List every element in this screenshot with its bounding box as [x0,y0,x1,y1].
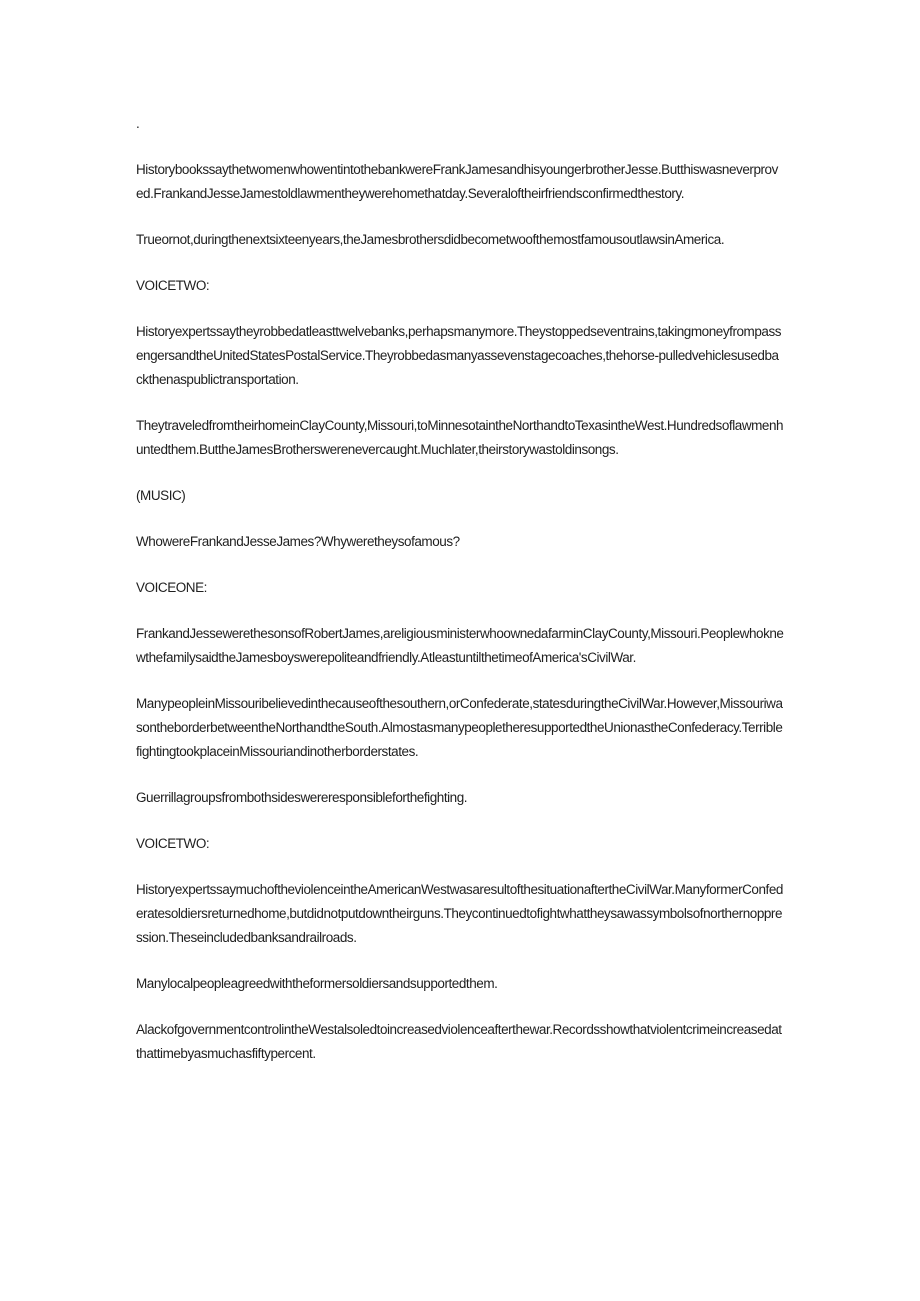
paragraph-intro-history-books: HistorybookssaythetwomenwhowentintothebankwereFrankJamesandhisyoungerbrotherJesse.Butthiswasneverproved.FrankandJesseJamestoldlawmentheywerehomethatday.Severaloftheirfriendsconfirmedthestory. [136,162,778,201]
paragraph-local-support: Manylocalpeopleagreedwiththeformersoldiersandsupportedthem. [136,976,498,991]
speaker-label-voice-one: VOICEONE: [136,580,207,595]
paragraph-true-or-not: Trueornot,duringthenextsixteenyears,theJamesbrothersdidbecometwoofthemostfamousoutlawsinAmerica. [136,232,725,247]
paragraph-robberies: Historyexpertssaytheyrobbedatleasttwelvebanks,perhapsmanymore.Theystoppedseventrains,takingmoneyfrompassengersandtheUnitedStatesPostalService.Theyrobbedasmanyassevenstagecoaches,thehorse-pulledvehiclesusedbackthenaspublictransportation. [136,324,782,387]
music-cue: (MUSIC) [136,488,186,503]
paragraph-lack-of-control: AlackofgovernmentcontrolintheWestalsoledtoincreasedviolenceafterthewar.Recordsshowthatviolentcrimeincreasedatthattimebyasmuchasfiftypercent. [136,1022,782,1061]
paragraph-family: FrankandJessewerethesonsofRobertJames,areligiousministerwhoownedafarminClayCounty,Missouri.PeoplewhoknewthefamilysaidtheJamesboyswerepoliteandfriendly.AtleastuntilthetimeofAmerica'sCivilWar. [136,626,784,665]
paragraph-travels: TheytraveledfromtheirhomeinClayCounty,Missouri,toMinnesotaintheNorthandtoTexasintheWest.Hundredsoflawmenhuntedthem.ButtheJamesBrotherswerenevercaught.Muchlater,theirstorywastoldinsongs. [136,418,784,457]
document-body [136,112,784,1066]
paragraph-civil-war: ManypeopleinMissouribelievedinthecauseofthesouthern,orConfederate,statesduringtheCivilWar.However,MissouriwasontheborderbetweentheNorthandtheSouth.AlmostasmanypeopletheresupportedtheUnionastheConfederacy.TerriblefightingtookplaceinMissouriandinotherborderstates. [136,696,783,759]
speaker-label-voice-two: VOICETWO: [136,278,210,293]
speaker-label-voice-two-second: VOICETWO: [136,836,210,851]
paragraph-violence: HistoryexpertssaymuchoftheviolenceintheAmericanWestwasaresultofthesituationaftertheCivilWar.ManyformerConfederatesoldiersreturnedhome,butdidnotputdowntheirguns.Theycontinuedtofightwhattheysawassymbolsofnorthernoppression.Theseincludedbanksandrailroads. [136,882,783,945]
paragraph-guerrilla: Guerrillagroupsfrombothsideswereresponsibleforthefighting. [136,790,468,805]
leading-mark: . [136,116,140,131]
paragraph-question: WhowereFrankandJesseJames?Whyweretheysofamous? [136,534,460,549]
